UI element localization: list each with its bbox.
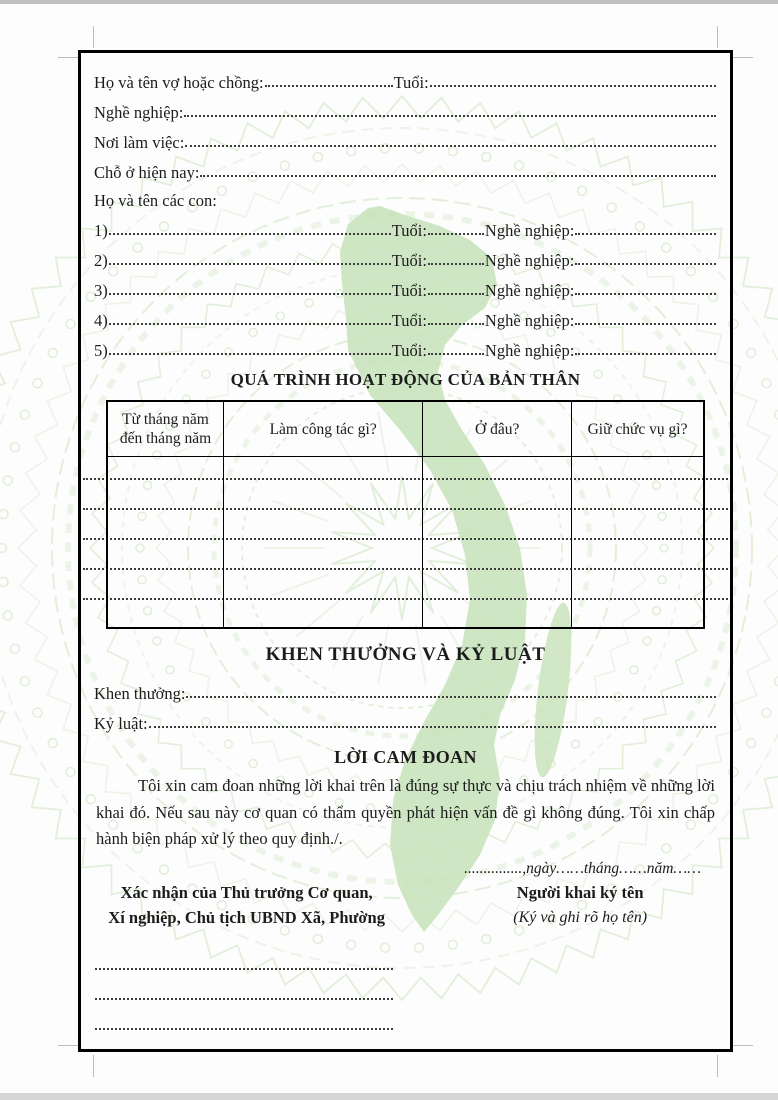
child-age-label: Tuổi: [391,341,427,360]
child-job-blank[interactable] [575,263,716,265]
confirmation-block [94,880,399,930]
declarant-sign-title: Người khai ký tên [516,882,644,902]
history-col-header-work: Làm công tác gì? [224,402,423,457]
workplace-row [94,123,717,153]
reward-label: Khen thưởng: [94,684,186,703]
reward-blank[interactable] [186,696,716,698]
confirmation-blank[interactable] [95,968,393,970]
history-table [106,400,705,629]
confirmation-blank[interactable] [95,1028,393,1030]
occupation-row [94,93,717,123]
declarant-sign-note: (Ký và ghi rõ họ tên) [513,908,648,926]
residence-blank[interactable] [200,175,716,177]
history-cell-work[interactable] [224,457,423,627]
residence-label: Chỗ ở hiện nay: [94,163,200,182]
child-number: 2) [94,251,108,270]
child-row [94,271,717,301]
child-age-blank[interactable] [428,353,484,355]
child-number: 4) [94,311,108,330]
child-job-label: Nghề nghiệp: [484,221,575,240]
discipline-row [94,704,717,734]
child-age-label: Tuổi: [391,311,427,330]
page-bottom-edge [0,1093,778,1100]
form-border-frame [78,50,733,1052]
child-job-blank[interactable] [575,353,716,355]
occupation-blank[interactable] [184,115,716,117]
history-cell-position[interactable] [572,457,703,627]
child-age-label: Tuổi: [391,221,427,240]
occupation-label: Nghề nghiệp: [94,103,184,122]
child-name-blank[interactable] [109,353,391,355]
date-line: ...............,ngày……tháng……năm…… [464,859,701,877]
child-job-blank[interactable] [575,293,716,295]
spouse-row [94,63,717,93]
pledge-paragraph: Tôi xin cam đoan những lời khai trên là đúng sự thực và chịu trách nhiệm về những lời khai đó. Nếu sau này cơ quan có thẩm quyền phát hiện vấn đề gì không đúng. Tôi xin chấp hành biện pháp xử lý theo quy định./. [96,776,715,848]
child-row [94,331,717,361]
child-age-blank[interactable] [428,263,484,265]
child-age-label: Tuổi: [391,281,427,300]
child-row [94,241,717,271]
signature-columns [94,880,717,930]
discipline-label: Kỷ luật: [94,714,148,733]
spouse-name-blank[interactable] [265,85,393,87]
spouse-age-blank[interactable] [430,85,716,87]
child-age-blank[interactable] [428,233,484,235]
child-row [94,301,717,331]
pledge-section-title: LỜI CAM ĐOAN [334,747,477,767]
residence-row [94,153,717,183]
workplace-blank[interactable] [185,145,716,147]
child-job-label: Nghề nghiệp: [484,341,575,360]
child-job-blank[interactable] [575,233,716,235]
rewards-section-title: KHEN THƯỞNG VÀ KỶ LUẬT [265,644,546,665]
confirmation-write-area [94,946,717,1036]
child-row [94,211,717,241]
child-job-blank[interactable] [575,323,716,325]
child-name-blank[interactable] [109,323,391,325]
discipline-blank[interactable] [149,726,716,728]
reward-row [94,674,717,704]
form-content [81,53,730,1049]
history-section-title: QUÁ TRÌNH HOẠT ĐỘNG CỦA BẢN THÂN [230,370,581,389]
child-job-label: Nghề nghiệp: [484,281,575,300]
child-name-blank[interactable] [109,233,391,235]
child-name-blank[interactable] [109,263,391,265]
history-col-header-position: Giữ chức vụ gì? [572,402,703,457]
declarant-sign-block [449,880,711,930]
history-col-header-period: Từ tháng năm đến tháng năm [108,402,224,457]
child-age-blank[interactable] [428,323,484,325]
child-age-label: Tuổi: [391,251,427,270]
child-number: 5) [94,341,108,360]
spouse-age-label: Tuổi: [393,73,429,92]
history-cell-period[interactable] [108,457,224,627]
spouse-label: Họ và tên vợ hoặc chồng: [94,73,264,92]
child-job-label: Nghề nghiệp: [484,251,575,270]
confirmation-line-1: Xác nhận của Thủ trưởng Cơ quan, [120,882,373,902]
child-job-label: Nghề nghiệp: [484,311,575,330]
history-cell-where[interactable] [423,457,572,627]
workplace-label: Nơi làm việc: [94,133,185,152]
history-table-zone [94,400,717,629]
child-name-blank[interactable] [109,293,391,295]
confirmation-blank[interactable] [95,998,393,1000]
child-number: 1) [94,221,108,240]
confirmation-line-2: Xí nghiệp, Chủ tịch UBND Xã, Phường [108,907,385,927]
children-heading: Họ và tên các con: [94,191,217,210]
history-col-header-where: Ở đâu? [423,402,572,457]
child-age-blank[interactable] [428,293,484,295]
page-top-edge [0,0,778,4]
child-number: 3) [94,281,108,300]
